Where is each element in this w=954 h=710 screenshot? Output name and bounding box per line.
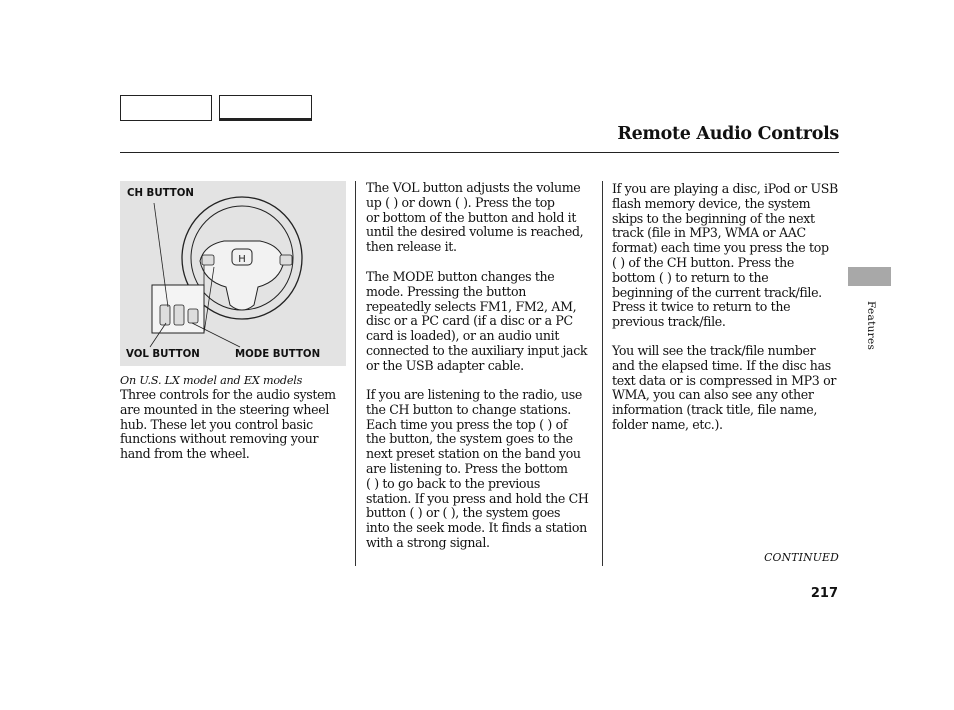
steering-wheel-figure — [120, 181, 346, 366]
vol-paragraph: The VOL button adjusts the volume up ( ) or down ( ). Press the top or bottom of the button and hold it until the desired volume is reached, then release it. — [366, 180, 584, 255]
mode-button-label: MODE BUTTON — [235, 349, 321, 360]
column-divider-2 — [602, 181, 603, 566]
radio-paragraph: If you are listening to the radio, use the CH button to change stations. Each time you press the top ( ) of the button, the system goes to the next preset station on the band you are listening to. Press the bottom ( ) to go back to the previous station. If you press and hold the CH button ( ) or ( ), the system goes into the seek mode. It finds a station with a strong signal. — [366, 387, 589, 550]
steering-wheel-illustration — [120, 181, 346, 366]
svg-text:H: H — [238, 254, 246, 265]
figure-caption: On U.S. LX model and EX models — [120, 374, 303, 387]
ch-button-label: CH BUTTON — [127, 188, 194, 199]
vol-button-label: VOL BUTTON — [126, 349, 200, 360]
header-rule — [120, 152, 839, 153]
nav-box-main-menu[interactable] — [120, 95, 212, 121]
mode-paragraph: The MODE button changes the mode. Pressing the button repeatedly selects FM1, FM2, AM, disc or a PC card (if a disc or a PC card is loaded), or an audio unit connected to the auxiliary input jack or the USB adapter cable. — [366, 269, 588, 373]
intro-paragraph: Three controls for the audio system are mounted in the steering wheel hub. These let you control basic functions without removing your hand from the wheel. — [120, 387, 336, 462]
track-paragraph: You will see the track/file number and the elapsed time. If the disc has text data or is compressed in MP3 or WMA, you can also see any other information (track title, file name, folder name, etc.). — [612, 343, 837, 432]
continued-label: CONTINUED — [764, 551, 839, 564]
column-divider-1 — [355, 181, 356, 566]
nav-box-section-index[interactable] — [219, 95, 312, 121]
section-label-text: Features — [865, 300, 877, 350]
section-tab[interactable] — [848, 267, 891, 286]
page-title: Remote Audio Controls — [617, 124, 839, 144]
disc-paragraph: If you are playing a disc, iPod or USB flash memory device, the system skips to the beginning of the next track (file in MP3, WMA or AAC format) each time you press the top ( ) of the CH button. Press the bottom ( ) to return to the beginning of the current track/file. Press it twice to return to the previous track/file. — [612, 181, 838, 330]
page-number: 217 — [810, 586, 838, 601]
section-label — [837, 290, 877, 350]
